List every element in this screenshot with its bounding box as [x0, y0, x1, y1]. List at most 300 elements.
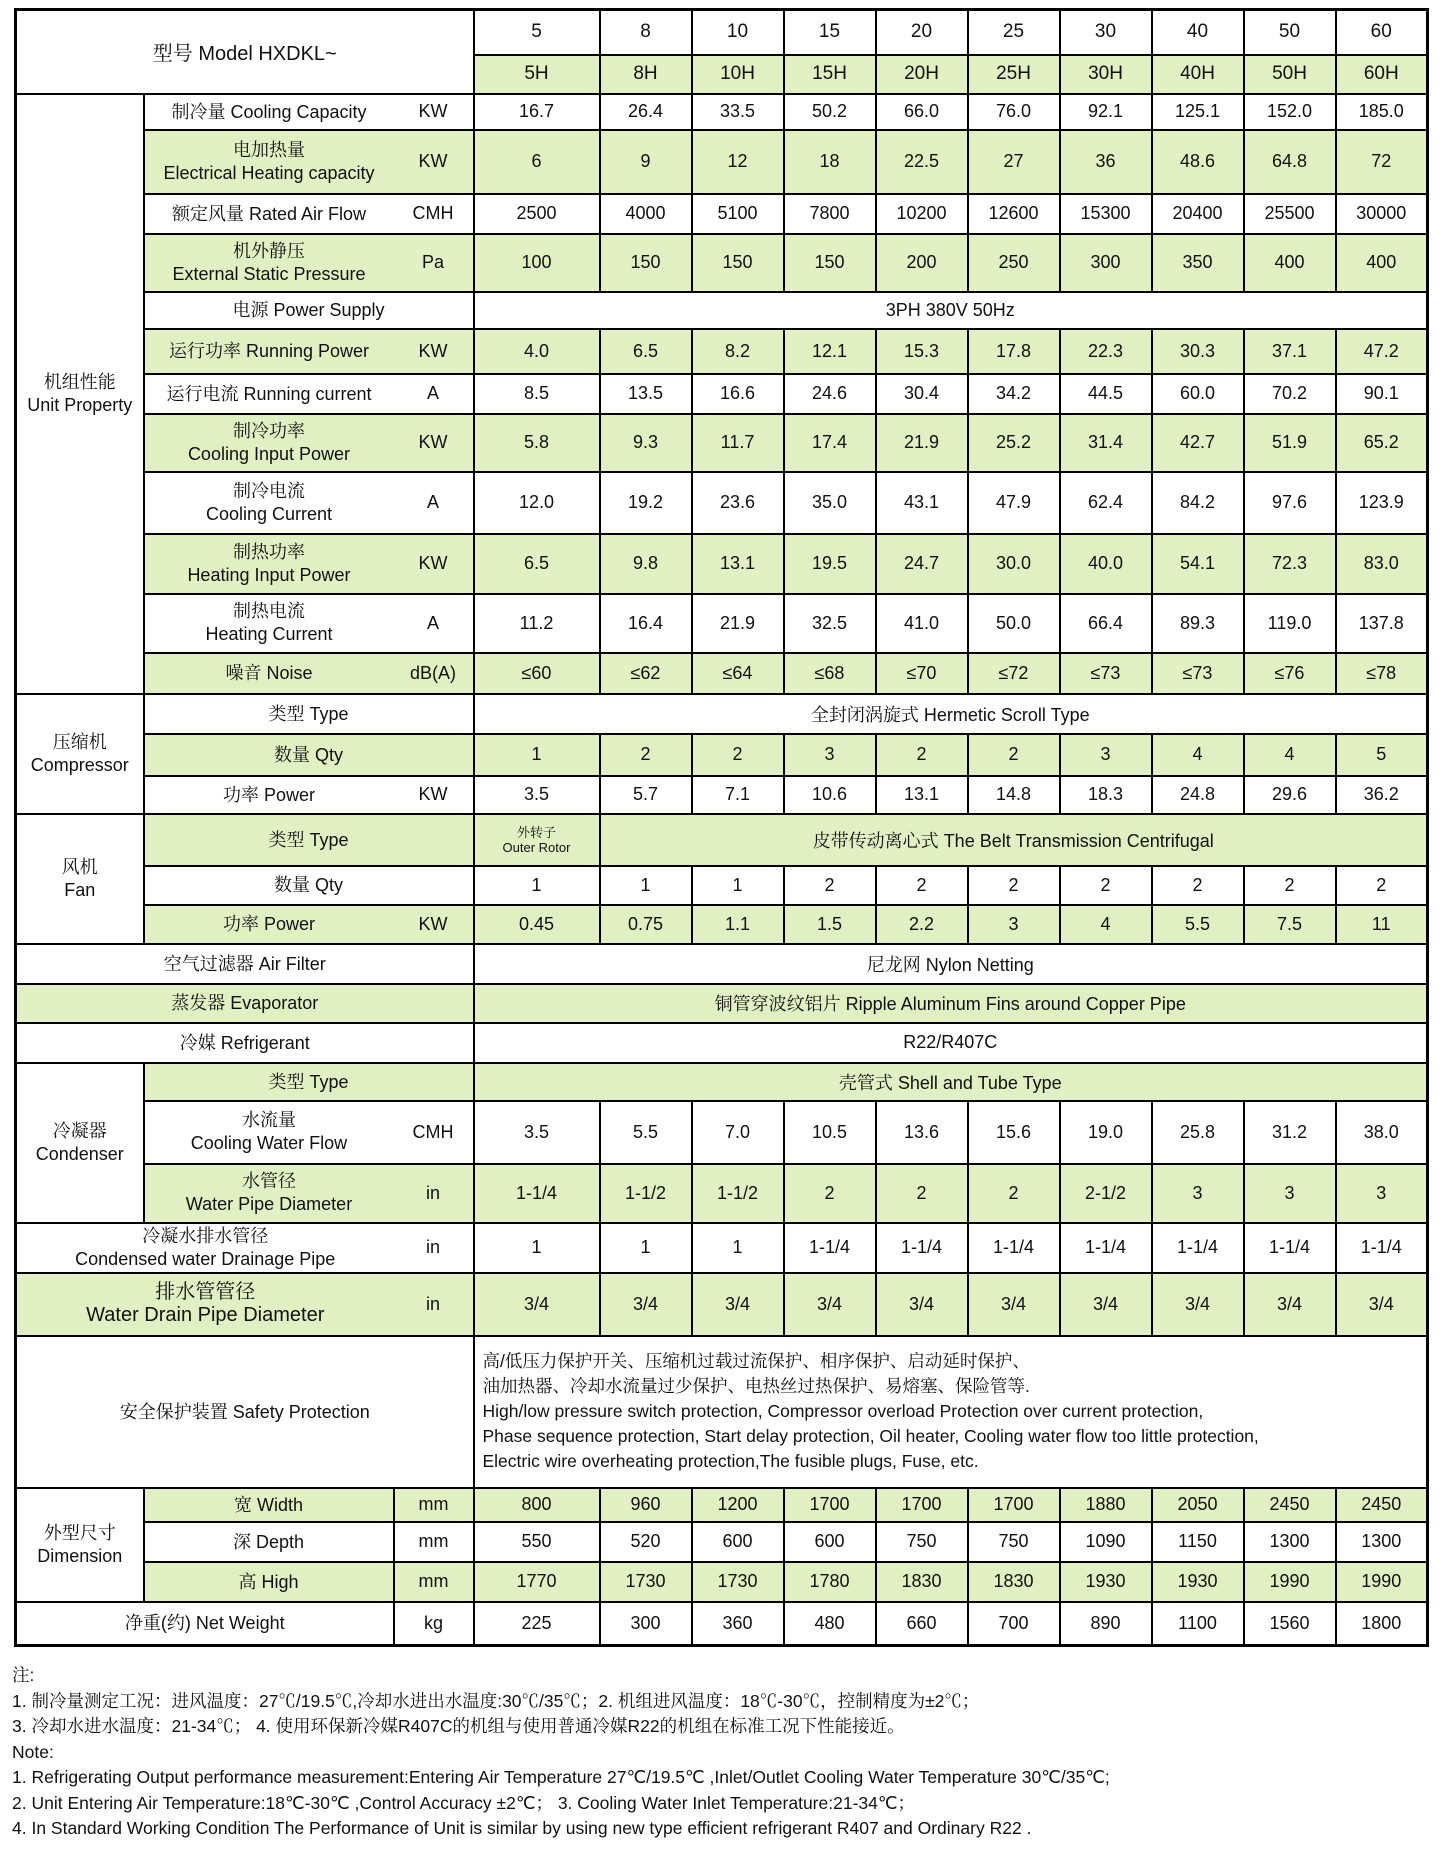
- label-heating_input_power: [144, 534, 394, 594]
- water_pipe_diameter-value-10: 1-1/2: [692, 1164, 784, 1223]
- cooling_current-value-60: 123.9: [1336, 472, 1428, 534]
- row-rated_air_flow: [16, 194, 1428, 234]
- label-en: Condensed water Drainage Pipe: [75, 1248, 336, 1269]
- water_drain_pipe_diameter-value-60: 3/4: [1336, 1273, 1428, 1336]
- row-width: [16, 1488, 1428, 1522]
- water_drain_pipe_diameter-value-15: 3/4: [784, 1273, 876, 1336]
- fan_power-value-20: 2.2: [876, 905, 968, 944]
- cooling_current-value-15: 35.0: [784, 472, 876, 534]
- cooling_current-value-5: 12.0: [474, 472, 600, 534]
- compressor_power-value-8: 5.7: [600, 776, 692, 814]
- water_drain_pipe_diameter-value-20: 3/4: [876, 1273, 968, 1336]
- label-en: Heating Input Power: [187, 564, 351, 585]
- heating_current-value-15: 32.5: [784, 594, 876, 653]
- condensed_water_drainage_pipe-value-60: 1-1/4: [1336, 1223, 1428, 1273]
- label-text: 安全保护装置 Safety Protection: [119, 1401, 370, 1422]
- label-compressor_type: [144, 694, 474, 734]
- heating_current-value-25: 50.0: [968, 594, 1060, 653]
- net_weight-value-60: 1800: [1336, 1602, 1428, 1646]
- label-refrigerant: [16, 1023, 474, 1063]
- row-compressor_type: [16, 694, 1428, 734]
- label-condensed_water_drainage_pipe: [16, 1223, 394, 1273]
- label-text: 功率 Power: [222, 784, 316, 805]
- rated_air_flow-value-20: 10200: [876, 194, 968, 234]
- label-fan_power: [144, 905, 394, 944]
- row-depth: [16, 1522, 1428, 1562]
- fan_qty-value-15: 2: [784, 866, 876, 905]
- running_power-value-60: 47.2: [1336, 329, 1428, 374]
- cooling_current-value-10: 23.6: [692, 472, 784, 534]
- compressor_power-value-40: 24.8: [1152, 776, 1244, 814]
- compressor_power-value-5: 3.5: [474, 776, 600, 814]
- row-condenser_type: [16, 1063, 1428, 1101]
- label-text: 深 Depth: [232, 1531, 305, 1552]
- label-text: 类型 Type: [268, 1071, 349, 1092]
- model-h-number-cell: 25H: [968, 55, 1060, 94]
- label-cooling_water_flow: [144, 1101, 394, 1164]
- row-noise: [16, 653, 1428, 694]
- group-fan_type: [16, 814, 144, 944]
- unit-net_weight: kg: [394, 1602, 474, 1646]
- row-heating_current: [16, 594, 1428, 653]
- compressor_qty-value-40: 4: [1152, 734, 1244, 776]
- safety-text-line: High/low pressure switch protection, Compressor overload Protection over current protection,: [482, 1401, 1204, 1421]
- running_current-value-60: 90.1: [1336, 374, 1428, 414]
- model-label-cell: 型号 Model HXDKL~: [16, 10, 474, 94]
- safety-text-line: Phase sequence protection, Start delay protection, Oil heater, Cooling water flow too little protection,: [482, 1426, 1259, 1446]
- fan_qty-value-60: 2: [1336, 866, 1428, 905]
- fan_qty-value-8: 1: [600, 866, 692, 905]
- water_drain_pipe_diameter-value-30: 3/4: [1060, 1273, 1152, 1336]
- label-text: 冷媒 Refrigerant: [179, 1032, 310, 1053]
- cooling_capacity-value-60: 185.0: [1336, 94, 1428, 130]
- electrical_heating_capacity-value-60: 72: [1336, 130, 1428, 194]
- group-label-zh: 风机: [61, 856, 98, 877]
- row-refrigerant: [16, 1023, 1428, 1063]
- model-number-cell: 50: [1244, 10, 1336, 55]
- high-value-40: 1930: [1152, 1562, 1244, 1602]
- note-zh-title: 注:: [12, 1665, 35, 1685]
- row-fan_qty: [16, 866, 1428, 905]
- cooling_input_power-value-15: 17.4: [784, 414, 876, 472]
- model-number-cell: 10: [692, 10, 784, 55]
- depth-value-60: 1300: [1336, 1522, 1428, 1562]
- cooling_current-value-25: 47.9: [968, 472, 1060, 534]
- high-value-50: 1990: [1244, 1562, 1336, 1602]
- electrical_heating_capacity-value-5: 6: [474, 130, 600, 194]
- cooling_input_power-value-10: 11.7: [692, 414, 784, 472]
- rated_air_flow-value-25: 12600: [968, 194, 1060, 234]
- row-cooling_current: [16, 472, 1428, 534]
- water_pipe_diameter-value-5: 1-1/4: [474, 1164, 600, 1223]
- row-external_static_pressure: [16, 234, 1428, 292]
- water_drain_pipe_diameter-value-10: 3/4: [692, 1273, 784, 1336]
- model-number-cell: 20: [876, 10, 968, 55]
- compressor_qty-value-30: 3: [1060, 734, 1152, 776]
- fan_type-value-5: [474, 814, 600, 866]
- width-value-25: 1700: [968, 1488, 1060, 1522]
- model-number-cell: 8: [600, 10, 692, 55]
- running_current-value-5: 8.5: [474, 374, 600, 414]
- external_static_pressure-value-25: 250: [968, 234, 1060, 292]
- cooling_water_flow-value-50: 31.2: [1244, 1101, 1336, 1164]
- row-heating_input_power: [16, 534, 1428, 594]
- label-zh: 冷凝水排水管径: [142, 1225, 269, 1246]
- row-condensed_water_drainage_pipe: [16, 1223, 1428, 1273]
- heating_input_power-value-40: 54.1: [1152, 534, 1244, 594]
- label-air_filter: [16, 944, 474, 984]
- cooling_capacity-value-25: 76.0: [968, 94, 1060, 130]
- compressor_qty-value-25: 2: [968, 734, 1060, 776]
- rated_air_flow-value-5: 2500: [474, 194, 600, 234]
- running_power-value-15: 12.1: [784, 329, 876, 374]
- depth-value-25: 750: [968, 1522, 1060, 1562]
- water_drain_pipe_diameter-value-50: 3/4: [1244, 1273, 1336, 1336]
- model-number-cell: 60: [1336, 10, 1428, 55]
- water_drain_pipe_diameter-value-25: 3/4: [968, 1273, 1060, 1336]
- unit-fan_power: KW: [394, 905, 474, 944]
- electrical_heating_capacity-value-25: 27: [968, 130, 1060, 194]
- water_pipe_diameter-value-15: 2: [784, 1164, 876, 1223]
- width-value-50: 2450: [1244, 1488, 1336, 1522]
- group-label-en: Unit Property: [27, 394, 133, 415]
- group-label-en: Dimension: [37, 1545, 123, 1566]
- label-zh: 排水管管径: [155, 1281, 256, 1303]
- note-en-line: 4. In Standard Working Condition The Performance of Unit is similar by using new type efficient refrigerant R407 and Ordinary R22 .: [12, 1818, 1032, 1838]
- width-value-20: 1700: [876, 1488, 968, 1522]
- noise-value-15: ≤68: [784, 653, 876, 694]
- row-compressor_qty: [16, 734, 1428, 776]
- note-en-line: 2. Unit Entering Air Temperature:18℃-30℃ ,Control Accuracy ±2℃； 3. Cooling Water Inlet Temperature:21-34℃；: [12, 1792, 916, 1813]
- external_static_pressure-value-5: 100: [474, 234, 600, 292]
- cooling_current-value-20: 43.1: [876, 472, 968, 534]
- label-zh: 制冷功率: [233, 420, 305, 441]
- rated_air_flow-value-30: 15300: [1060, 194, 1152, 234]
- unit-external_static_pressure: Pa: [394, 234, 474, 292]
- unit-heating_current: A: [394, 594, 474, 653]
- label-text: 宽 Width: [233, 1494, 303, 1515]
- condensed_water_drainage_pipe-value-8: 1: [600, 1223, 692, 1273]
- row-electrical_heating_capacity: [16, 130, 1428, 194]
- unit-cooling_current: A: [394, 472, 474, 534]
- cooling_capacity-value-15: 50.2: [784, 94, 876, 130]
- fan_qty-value-50: 2: [1244, 866, 1336, 905]
- noise-value-30: ≤73: [1060, 653, 1152, 694]
- label-net_weight: [16, 1602, 394, 1646]
- model-h-number-cell: 5H: [474, 55, 600, 94]
- water_pipe_diameter-value-40: 3: [1152, 1164, 1244, 1223]
- model-h-number-cell: 50H: [1244, 55, 1336, 94]
- label-text: 运行电流 Running current: [166, 383, 372, 404]
- rated_air_flow-value-15: 7800: [784, 194, 876, 234]
- compressor_power-value-30: 18.3: [1060, 776, 1152, 814]
- running_current-value-20: 30.4: [876, 374, 968, 414]
- fan_qty-value-40: 2: [1152, 866, 1244, 905]
- row-cooling_capacity: [16, 94, 1428, 130]
- group-compressor_type: [16, 694, 144, 814]
- group-condenser_type: [16, 1063, 144, 1223]
- cooling_input_power-value-60: 65.2: [1336, 414, 1428, 472]
- electrical_heating_capacity-value-30: 36: [1060, 130, 1152, 194]
- safety_protection-span-value: [474, 1336, 1428, 1488]
- water_pipe_diameter-value-25: 2: [968, 1164, 1060, 1223]
- label-water_pipe_diameter: [144, 1164, 394, 1223]
- unit-rated_air_flow: CMH: [394, 194, 474, 234]
- compressor_qty-value-50: 4: [1244, 734, 1336, 776]
- fan-type-first-zh: 外转子: [516, 824, 556, 840]
- condenser_type-span-value: 壳管式 Shell and Tube Type: [474, 1063, 1428, 1101]
- water_pipe_diameter-value-60: 3: [1336, 1164, 1428, 1223]
- label-text: 空气过滤器 Air Filter: [163, 953, 326, 974]
- group-label-zh: 压缩机: [52, 731, 107, 752]
- label-compressor_qty: [144, 734, 474, 776]
- row-running_current: [16, 374, 1428, 414]
- group-label-zh: 机组性能: [43, 371, 116, 392]
- fan_power-value-50: 7.5: [1244, 905, 1336, 944]
- model-h-number-cell: 30H: [1060, 55, 1152, 94]
- running_power-value-20: 15.3: [876, 329, 968, 374]
- cooling_water_flow-value-10: 7.0: [692, 1101, 784, 1164]
- electrical_heating_capacity-value-10: 12: [692, 130, 784, 194]
- label-heating_current: [144, 594, 394, 653]
- label-high: [144, 1562, 394, 1602]
- label-zh: 电加热量: [233, 139, 305, 160]
- condensed_water_drainage_pipe-value-20: 1-1/4: [876, 1223, 968, 1273]
- compressor_qty-value-8: 2: [600, 734, 692, 776]
- row-safety_protection: [16, 1336, 1428, 1488]
- width-value-15: 1700: [784, 1488, 876, 1522]
- high-value-30: 1930: [1060, 1562, 1152, 1602]
- heating_input_power-value-10: 13.1: [692, 534, 784, 594]
- safety-text: [475, 1343, 1427, 1480]
- net_weight-value-25: 700: [968, 1602, 1060, 1646]
- cooling_capacity-value-5: 16.7: [474, 94, 600, 130]
- compressor_qty-value-5: 1: [474, 734, 600, 776]
- fan_qty-value-20: 2: [876, 866, 968, 905]
- label-noise: [144, 653, 394, 694]
- high-value-60: 1990: [1336, 1562, 1428, 1602]
- row-fan_type: [16, 814, 1428, 866]
- label-power_supply: [144, 292, 474, 329]
- unit-condensed_water_drainage_pipe: in: [394, 1223, 474, 1273]
- high-value-15: 1780: [784, 1562, 876, 1602]
- label-rated_air_flow: [144, 194, 394, 234]
- label-running_power: [144, 329, 394, 374]
- running_current-value-25: 34.2: [968, 374, 1060, 414]
- heating_current-value-30: 66.4: [1060, 594, 1152, 653]
- label-safety_protection: [16, 1336, 474, 1488]
- cooling_water_flow-value-40: 25.8: [1152, 1101, 1244, 1164]
- evaporator-span-value: 铜管穿波纹铝片 Ripple Aluminum Fins around Copper Pipe: [474, 984, 1428, 1023]
- label-water_drain_pipe_diameter: [16, 1273, 394, 1336]
- fan_power-value-40: 5.5: [1152, 905, 1244, 944]
- label-depth: [144, 1522, 394, 1562]
- cooling_input_power-value-8: 9.3: [600, 414, 692, 472]
- width-value-8: 960: [600, 1488, 692, 1522]
- fan_qty-value-30: 2: [1060, 866, 1152, 905]
- fan_power-value-25: 3: [968, 905, 1060, 944]
- external_static_pressure-value-8: 150: [600, 234, 692, 292]
- label-en: Cooling Water Flow: [190, 1133, 348, 1153]
- cooling_input_power-value-25: 25.2: [968, 414, 1060, 472]
- label-compressor_power: [144, 776, 394, 814]
- spec-table: [14, 8, 1429, 1647]
- condensed_water_drainage_pipe-value-15: 1-1/4: [784, 1223, 876, 1273]
- cooling_current-value-8: 19.2: [600, 472, 692, 534]
- heating_current-value-20: 41.0: [876, 594, 968, 653]
- heating_current-value-50: 119.0: [1244, 594, 1336, 653]
- group-label-en: Condenser: [35, 1143, 124, 1164]
- net_weight-value-40: 1100: [1152, 1602, 1244, 1646]
- model-h-number-cell: 20H: [876, 55, 968, 94]
- label-en: Electrical Heating capacity: [163, 162, 375, 183]
- label-zh: 机外静压: [233, 240, 305, 261]
- heating_current-value-60: 137.8: [1336, 594, 1428, 653]
- running_power-value-8: 6.5: [600, 329, 692, 374]
- condensed_water_drainage_pipe-value-30: 1-1/4: [1060, 1223, 1152, 1273]
- cooling_capacity-value-20: 66.0: [876, 94, 968, 130]
- high-value-20: 1830: [876, 1562, 968, 1602]
- row-power_supply: [16, 292, 1428, 329]
- row-water_drain_pipe_diameter: [16, 1273, 1428, 1336]
- condensed_water_drainage_pipe-value-25: 1-1/4: [968, 1223, 1060, 1273]
- cooling_water_flow-value-15: 10.5: [784, 1101, 876, 1164]
- noise-value-8: ≤62: [600, 653, 692, 694]
- width-value-60: 2450: [1336, 1488, 1428, 1522]
- net_weight-value-10: 360: [692, 1602, 784, 1646]
- unit-running_current: A: [394, 374, 474, 414]
- group-label-zh: 外型尺寸: [43, 1522, 116, 1543]
- rated_air_flow-value-40: 20400: [1152, 194, 1244, 234]
- external_static_pressure-value-30: 300: [1060, 234, 1152, 292]
- label-running_current: [144, 374, 394, 414]
- unit-running_power: KW: [394, 329, 474, 374]
- model-number-cell: 40: [1152, 10, 1244, 55]
- fan_power-value-30: 4: [1060, 905, 1152, 944]
- label-en: Water Pipe Diameter: [185, 1194, 353, 1214]
- model-number-cell: 25: [968, 10, 1060, 55]
- cooling_capacity-value-50: 152.0: [1244, 94, 1336, 130]
- net_weight-value-15: 480: [784, 1602, 876, 1646]
- row-cooling_input_power: [16, 414, 1428, 472]
- unit-electrical_heating_capacity: KW: [394, 130, 474, 194]
- unit-cooling_input_power: KW: [394, 414, 474, 472]
- label-text: 类型 Type: [268, 829, 349, 850]
- refrigerant-span-value: R22/R407C: [474, 1023, 1428, 1063]
- noise-value-20: ≤70: [876, 653, 968, 694]
- cooling_capacity-value-10: 33.5: [692, 94, 784, 130]
- cooling_current-value-30: 62.4: [1060, 472, 1152, 534]
- label-cooling_current: [144, 472, 394, 534]
- condensed_water_drainage_pipe-value-40: 1-1/4: [1152, 1223, 1244, 1273]
- electrical_heating_capacity-value-15: 18: [784, 130, 876, 194]
- row-evaporator: [16, 984, 1428, 1023]
- label-zh: 制热功率: [233, 541, 305, 562]
- noise-value-10: ≤64: [692, 653, 784, 694]
- safety-text-line: 高/低压力保护开关、压缩机过载过流保护、相序保护、启动延时保护、: [482, 1351, 1030, 1371]
- unit-high: mm: [394, 1562, 474, 1602]
- unit-width: mm: [394, 1488, 474, 1522]
- running_power-value-25: 17.8: [968, 329, 1060, 374]
- depth-value-15: 600: [784, 1522, 876, 1562]
- unit-cooling_capacity: KW: [394, 94, 474, 130]
- depth-value-30: 1090: [1060, 1522, 1152, 1562]
- width-value-10: 1200: [692, 1488, 784, 1522]
- cooling_input_power-value-50: 51.9: [1244, 414, 1336, 472]
- fan_power-value-60: 11: [1336, 905, 1428, 944]
- row-net_weight: [16, 1602, 1428, 1646]
- external_static_pressure-value-60: 400: [1336, 234, 1428, 292]
- noise-value-50: ≤76: [1244, 653, 1336, 694]
- heating_current-value-8: 16.4: [600, 594, 692, 653]
- water_drain_pipe_diameter-value-40: 3/4: [1152, 1273, 1244, 1336]
- net_weight-value-30: 890: [1060, 1602, 1152, 1646]
- note-zh-line: 1. 制冷量测定工况：进风温度：27℃/19.5℃,冷却水进出水温度:30℃/35℃；2. 机组进风温度：18℃-30℃，控制精度为±2℃；: [12, 1690, 980, 1711]
- electrical_heating_capacity-value-40: 48.6: [1152, 130, 1244, 194]
- model-number-cell: 5: [474, 10, 600, 55]
- label-text: 功率 Power: [222, 914, 316, 934]
- label-zh: 水管径: [242, 1171, 296, 1191]
- condensed_water_drainage_pipe-value-50: 1-1/4: [1244, 1223, 1336, 1273]
- rated_air_flow-value-10: 5100: [692, 194, 784, 234]
- unit-compressor_power: KW: [394, 776, 474, 814]
- fan_power-value-10: 1.1: [692, 905, 784, 944]
- heating_input_power-value-15: 19.5: [784, 534, 876, 594]
- heating_input_power-value-5: 6.5: [474, 534, 600, 594]
- electrical_heating_capacity-value-50: 64.8: [1244, 130, 1336, 194]
- label-en: Heating Current: [205, 624, 333, 644]
- row-air_filter: [16, 944, 1428, 984]
- label-text: 类型 Type: [268, 703, 349, 724]
- compressor_power-value-20: 13.1: [876, 776, 968, 814]
- cooling_input_power-value-40: 42.7: [1152, 414, 1244, 472]
- heating_current-value-10: 21.9: [692, 594, 784, 653]
- fan-type-first-en: Outer Rotor: [502, 839, 571, 855]
- rated_air_flow-value-60: 30000: [1336, 194, 1428, 234]
- depth-value-20: 750: [876, 1522, 968, 1562]
- external_static_pressure-value-40: 350: [1152, 234, 1244, 292]
- noise-value-25: ≤72: [968, 653, 1060, 694]
- air_filter-span-value: 尼龙网 Nylon Netting: [474, 944, 1428, 984]
- rated_air_flow-value-50: 25500: [1244, 194, 1336, 234]
- model-h-number-cell: 10H: [692, 55, 784, 94]
- label-en: Cooling Current: [205, 503, 333, 524]
- row-compressor_power: [16, 776, 1428, 814]
- heating_input_power-value-60: 83.0: [1336, 534, 1428, 594]
- heating_current-value-5: 11.2: [474, 594, 600, 653]
- notes-block: [12, 1663, 1444, 1842]
- compressor_power-value-10: 7.1: [692, 776, 784, 814]
- compressor_power-value-25: 14.8: [968, 776, 1060, 814]
- group-label-en: Compressor: [30, 754, 129, 775]
- net_weight-value-50: 1560: [1244, 1602, 1336, 1646]
- running_power-value-50: 37.1: [1244, 329, 1336, 374]
- external_static_pressure-value-15: 150: [784, 234, 876, 292]
- water_drain_pipe_diameter-value-5: 3/4: [474, 1273, 600, 1336]
- cooling_capacity-value-30: 92.1: [1060, 94, 1152, 130]
- external_static_pressure-value-10: 150: [692, 234, 784, 292]
- model-number-cell: 30: [1060, 10, 1152, 55]
- compressor_qty-value-60: 5: [1336, 734, 1428, 776]
- model-number-cell: 15: [784, 10, 876, 55]
- cooling_input_power-value-5: 5.8: [474, 414, 600, 472]
- cooling_current-value-40: 84.2: [1152, 472, 1244, 534]
- label-fan_type: [144, 814, 474, 866]
- compressor_qty-value-10: 2: [692, 734, 784, 776]
- model-h-number-cell: 40H: [1152, 55, 1244, 94]
- high-value-25: 1830: [968, 1562, 1060, 1602]
- heating_input_power-value-8: 9.8: [600, 534, 692, 594]
